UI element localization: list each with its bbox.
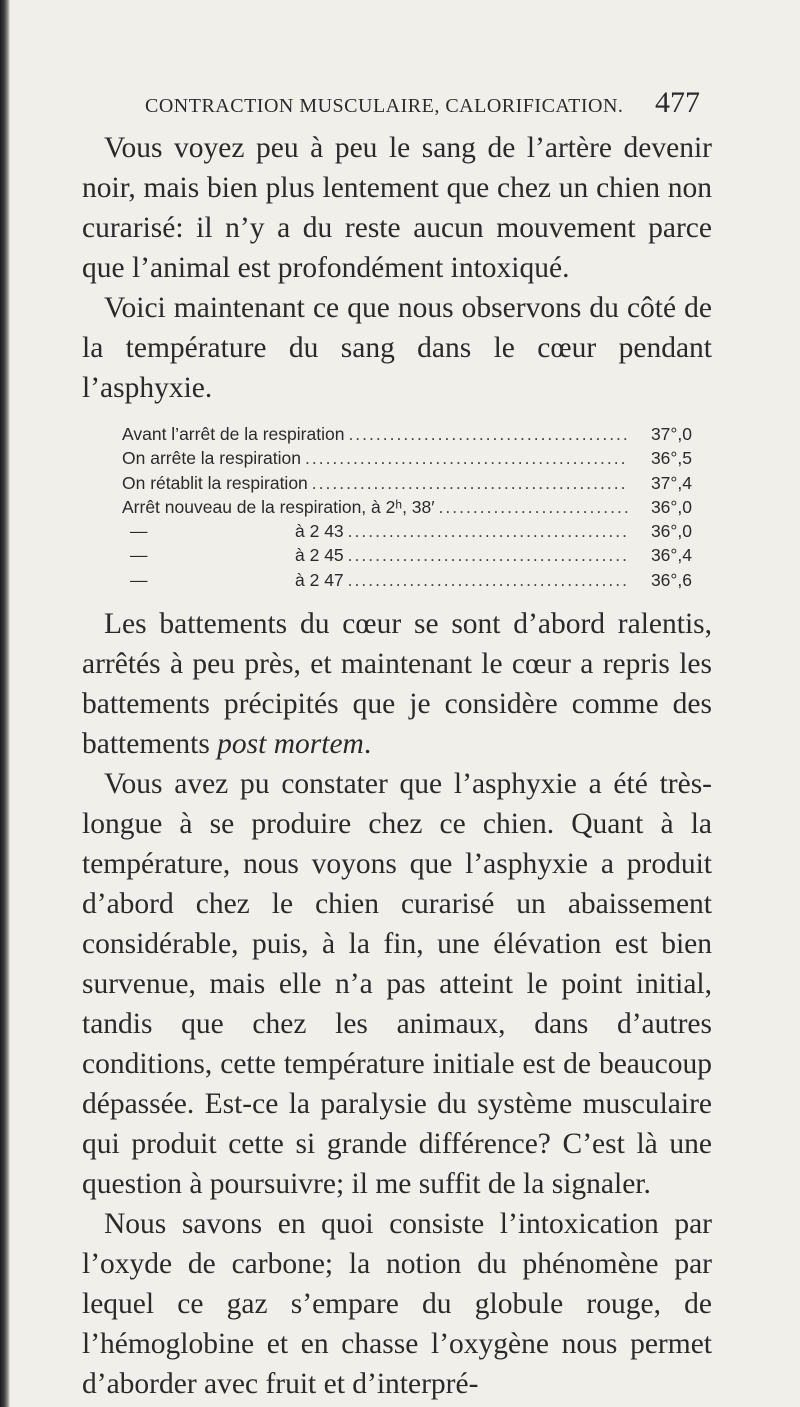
row-value: 36°,6 bbox=[650, 569, 692, 590]
row-time: à 2 47 bbox=[295, 569, 344, 590]
paragraph-text: Les battements du cœur se sont d’abord ralentis, arrêtés à peu près, et maintenant le cœur a repris les battements précipités que je considère comme des battements bbox=[82, 608, 712, 761]
row-value: 36°,5 bbox=[650, 448, 692, 469]
row-label bbox=[122, 543, 344, 567]
leader-dots bbox=[348, 422, 628, 446]
row-time: à 2 45 bbox=[295, 545, 344, 566]
row-label bbox=[122, 519, 344, 543]
leader-dots bbox=[305, 446, 628, 470]
row-label: Arrêt nouveau de la respiration, à 2ʰ, 38′ bbox=[122, 496, 435, 517]
row-time: à 2 43 bbox=[295, 521, 344, 542]
table-row bbox=[122, 543, 692, 567]
leader-dots bbox=[348, 519, 628, 543]
italic-phrase: post mortem bbox=[217, 728, 364, 761]
row-label bbox=[122, 568, 344, 592]
ditto-dash: — bbox=[130, 569, 148, 590]
leader-dots bbox=[439, 495, 628, 519]
table-row bbox=[122, 422, 692, 446]
table-row bbox=[122, 519, 692, 543]
row-value: 36°,0 bbox=[650, 521, 692, 542]
paragraph bbox=[82, 604, 712, 764]
ditto-dash: — bbox=[130, 545, 148, 566]
running-head: CONTRACTION MUSCULAIRE, CALORIFICATION. bbox=[145, 95, 624, 117]
row-label: On rétablit la respiration bbox=[122, 472, 308, 493]
page-body bbox=[82, 128, 712, 1404]
table-row bbox=[122, 568, 692, 592]
paragraph: Vous voyez peu à peu le sang de l’artère devenir noir, mais bien plus lentement que chez un chien non curarisé: il n’y a du reste aucun mouvement parce que l’animal est profondément intoxiqué. bbox=[82, 132, 712, 284]
row-label: Avant l’arrêt de la respiration bbox=[122, 424, 345, 444]
leader-dots bbox=[348, 543, 628, 567]
page-number: 477 bbox=[655, 86, 700, 119]
row-value: 37°,4 bbox=[650, 472, 692, 493]
table-row bbox=[122, 495, 692, 519]
row-value: 36°,0 bbox=[650, 496, 692, 517]
paragraph: Vous avez pu constater que l’asphyxie a été très-longue à se produire chez ce chien. Quant à la température, nous voyons que l’asphyxie a produit d’abord chez le chien curarisé un abaissement considérable, puis, à la fin, une élévation est bien survenue, mais elle n’a pas atteint le point initial, tandis que chez les animaux, dans d’autres conditions, cette température initiale est de beaucoup dépassée. Est-ce la paralysie du système musculaire qui produit cette si grande différence? C’est là une question à poursuivre; il me suffit de la signaler. bbox=[82, 768, 712, 1201]
row-value: 36°,4 bbox=[650, 545, 692, 566]
paragraph: Voici maintenant ce que nous observons du côté de la température du sang dans le cœur pendant l’asphyxie. bbox=[82, 292, 712, 404]
table-row bbox=[122, 446, 692, 470]
table-row bbox=[122, 471, 692, 495]
leader-dots bbox=[312, 471, 628, 495]
temperature-table bbox=[122, 422, 692, 592]
page-header bbox=[145, 86, 700, 120]
paragraph-end: . bbox=[363, 728, 372, 761]
ditto-dash: — bbox=[130, 521, 148, 542]
paragraph: Nous savons en quoi consiste l’intoxication par l’oxyde de carbone; la notion du phénomène par lequel ce gaz s’empare du globule rouge, de l’hémoglobine et en chasse l’oxygène nous permet d’aborder avec fruit et d’interpré- bbox=[82, 1208, 712, 1401]
row-label: On arrête la respiration bbox=[122, 448, 301, 469]
row-value: 37°,0 bbox=[650, 424, 692, 444]
leader-dots bbox=[348, 568, 628, 592]
